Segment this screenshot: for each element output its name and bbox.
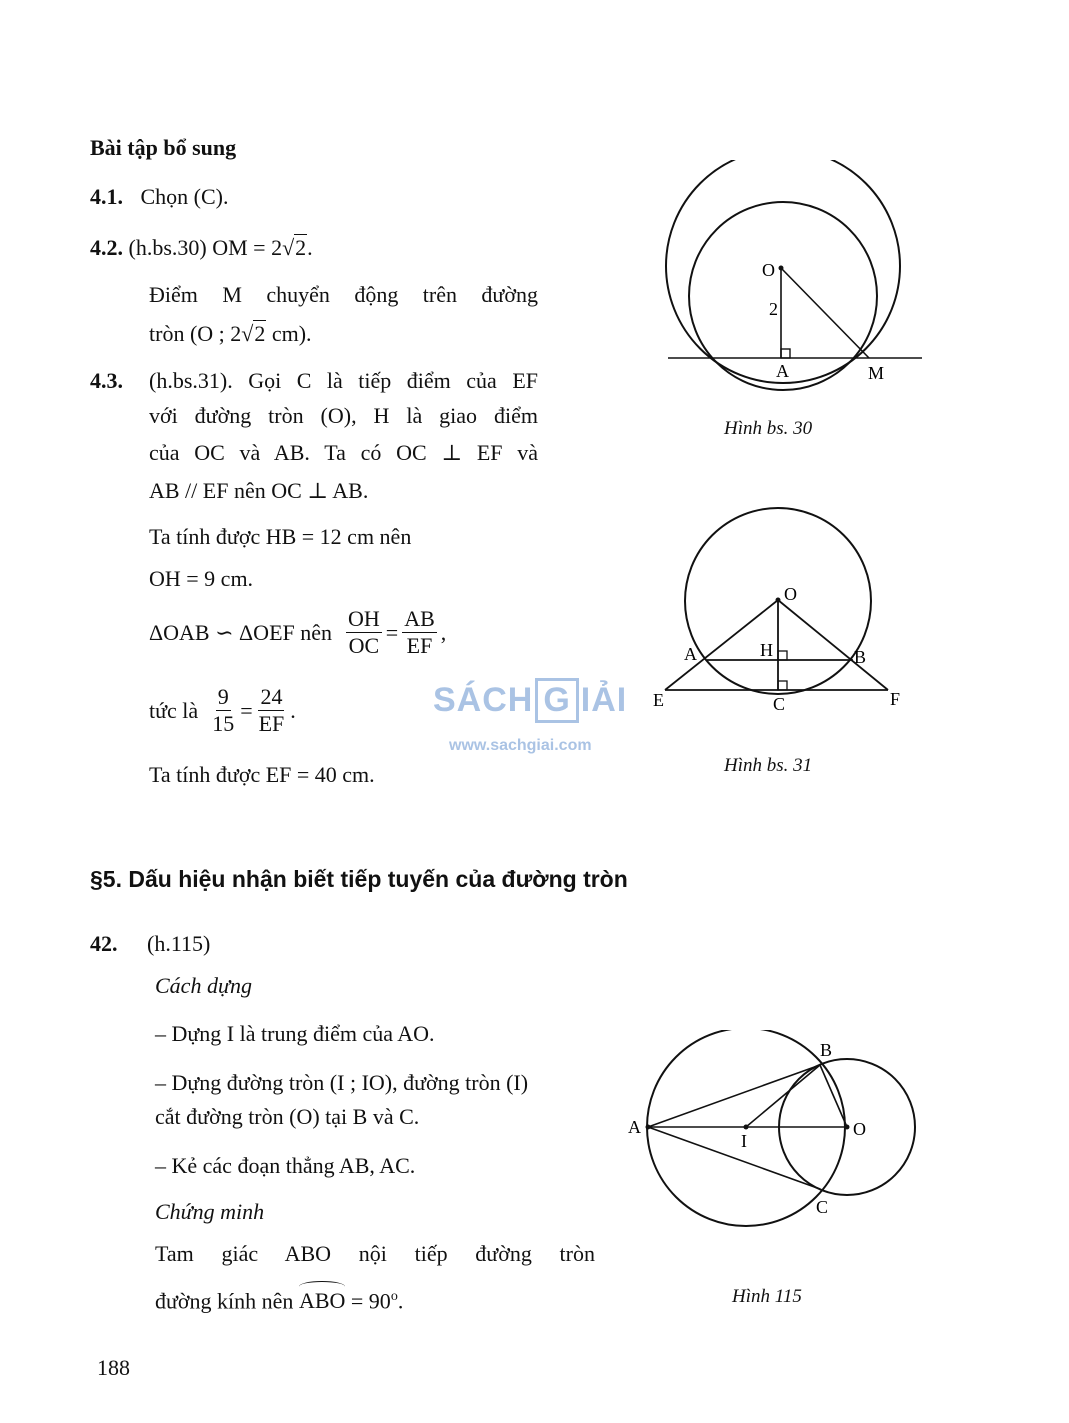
step-2b: cắt đường tròn (O) tại B và C. bbox=[155, 1104, 420, 1129]
punctuation: , bbox=[440, 619, 447, 645]
right-angle-h bbox=[778, 651, 787, 660]
segment-ac bbox=[648, 1127, 820, 1189]
degree-superscript: o bbox=[390, 1289, 398, 1304]
text: ΔOAB ∽ ΔOEF nên bbox=[149, 619, 333, 645]
page-number: 188 bbox=[97, 1355, 130, 1380]
label-m: M bbox=[868, 363, 885, 383]
exercise-4-2-line1: Điểm M chuyển động trên đường bbox=[149, 282, 538, 307]
equals: = bbox=[240, 697, 253, 723]
exercise-4-3-line5: Ta tính được HB = 12 cm nên bbox=[149, 524, 412, 549]
figure-115 bbox=[620, 1030, 930, 1230]
radicand: 2 bbox=[295, 235, 307, 260]
fraction-ab-ef bbox=[402, 606, 437, 659]
fraction-oh-oc bbox=[346, 606, 382, 659]
text: đường kính nên bbox=[155, 1288, 299, 1314]
label-2: 2 bbox=[769, 299, 778, 319]
exercise-42 bbox=[90, 930, 210, 958]
caption-bs31: Hình bs. 31 bbox=[724, 755, 813, 776]
exercise-number: 42. bbox=[90, 931, 118, 956]
watermark-text-right: IẢI bbox=[580, 681, 628, 719]
exercise-number: 4.2. bbox=[90, 235, 123, 260]
watermark-url: www.sachgiai.com bbox=[449, 737, 592, 754]
segment-om bbox=[781, 268, 869, 358]
label-i: I bbox=[741, 1131, 747, 1151]
point-i bbox=[744, 1125, 749, 1130]
step-1: – Dựng I là trung điểm của AO. bbox=[155, 1021, 435, 1046]
similarity-line bbox=[149, 606, 446, 659]
numerator: OH bbox=[348, 606, 380, 631]
text: cm). bbox=[266, 321, 312, 346]
label-a: A bbox=[684, 644, 697, 664]
segment-ib bbox=[746, 1065, 820, 1127]
exercise-text: (h.bs.30) OM = 2 bbox=[128, 235, 283, 260]
exercise-4-2 bbox=[90, 234, 313, 262]
exercise-4-3-line4: AB // EF nên OC ⊥ AB. bbox=[149, 478, 369, 503]
exercise-text: Chọn (C). bbox=[140, 184, 229, 209]
label-a: A bbox=[776, 361, 789, 381]
label-o: O bbox=[853, 1119, 866, 1139]
denominator: EF bbox=[406, 633, 433, 658]
text: = 90 bbox=[345, 1288, 391, 1314]
denominator: EF bbox=[258, 711, 285, 736]
section-title-5: §5. Dấu hiệu nhận biết tiếp tuyến của đường tròn bbox=[90, 866, 628, 892]
angle-abo: ABO bbox=[298, 1288, 346, 1314]
proof-line-1: Tam giác ABO nội tiếp đường tròn bbox=[155, 1241, 595, 1266]
step-2a: – Dựng đường tròn (I ; IO), đường tròn (I) bbox=[155, 1070, 529, 1095]
label-o: O bbox=[784, 584, 797, 604]
exercise-4-3-line2: với đường tròn (O), H là giao điểm bbox=[149, 403, 538, 428]
sqrt-symbol: √ bbox=[241, 321, 254, 346]
equals: = bbox=[385, 619, 399, 645]
radicand: 2 bbox=[254, 321, 266, 346]
proof-line-2 bbox=[155, 1283, 403, 1315]
fraction-9-15 bbox=[210, 684, 236, 737]
figure-bs31 bbox=[645, 500, 915, 725]
label-a: A bbox=[628, 1117, 641, 1137]
text: tròn (O ; 2 bbox=[149, 321, 242, 346]
sqrt-symbol: √ bbox=[282, 235, 295, 260]
text: tức là bbox=[149, 697, 199, 723]
segment-ab bbox=[648, 1065, 820, 1127]
watermark-logo bbox=[433, 678, 627, 723]
label-c: C bbox=[773, 694, 786, 714]
numerator: AB bbox=[404, 606, 435, 631]
figure-reference: (h.115) bbox=[147, 931, 211, 956]
figure-bs30 bbox=[650, 160, 930, 410]
point-o bbox=[779, 266, 784, 271]
exercise-4-3-number bbox=[90, 367, 123, 395]
exercise-4-1 bbox=[90, 183, 229, 211]
point-o bbox=[845, 1125, 850, 1130]
exercise-4-3-line6: OH = 9 cm. bbox=[149, 566, 254, 591]
caption-bs30: Hình bs. 30 bbox=[724, 418, 813, 439]
right-angle-c bbox=[778, 681, 787, 690]
caption-h115: Hình 115 bbox=[732, 1286, 802, 1307]
label-o: O bbox=[762, 260, 775, 280]
heading-chung-minh: Chứng minh bbox=[155, 1199, 265, 1224]
label-f: F bbox=[890, 689, 901, 709]
denominator: 15 bbox=[212, 711, 235, 736]
label-h: H bbox=[760, 640, 773, 660]
proportion-line bbox=[149, 684, 296, 737]
right-angle-mark bbox=[781, 349, 790, 358]
numerator: 9 bbox=[217, 684, 229, 709]
exercise-number: 4.3. bbox=[90, 368, 123, 393]
watermark-text-left: SÁCH bbox=[433, 681, 534, 719]
heading-cach-dung: Cách dựng bbox=[155, 973, 252, 998]
segment-bo bbox=[820, 1065, 847, 1127]
label-b: B bbox=[820, 1040, 833, 1060]
label-e: E bbox=[653, 690, 664, 710]
exercise-4-2-line2 bbox=[149, 320, 312, 348]
punctuation: . bbox=[307, 235, 313, 260]
point-o bbox=[776, 598, 781, 603]
section-title-supplementary: Bài tập bổ sung bbox=[90, 135, 237, 160]
exercise-4-3-line1: (h.bs.31). Gọi C là tiếp điểm của EF bbox=[149, 368, 538, 393]
exercise-4-3-result: Ta tính được EF = 40 cm. bbox=[149, 762, 375, 787]
label-b: B bbox=[854, 647, 867, 667]
step-3: – Kẻ các đoạn thẳng AB, AC. bbox=[155, 1153, 416, 1178]
fraction-24-ef bbox=[257, 684, 287, 737]
watermark-text-mid: G bbox=[535, 678, 578, 723]
punctuation: . bbox=[290, 697, 296, 723]
point-a bbox=[646, 1125, 651, 1130]
numerator: 24 bbox=[260, 684, 283, 709]
denominator: OC bbox=[348, 633, 380, 658]
exercise-4-3-line3: của OC và AB. Ta có OC ⊥ EF và bbox=[149, 440, 538, 465]
punctuation: . bbox=[397, 1288, 404, 1314]
label-c: C bbox=[816, 1197, 829, 1217]
exercise-number: 4.1. bbox=[90, 184, 123, 209]
